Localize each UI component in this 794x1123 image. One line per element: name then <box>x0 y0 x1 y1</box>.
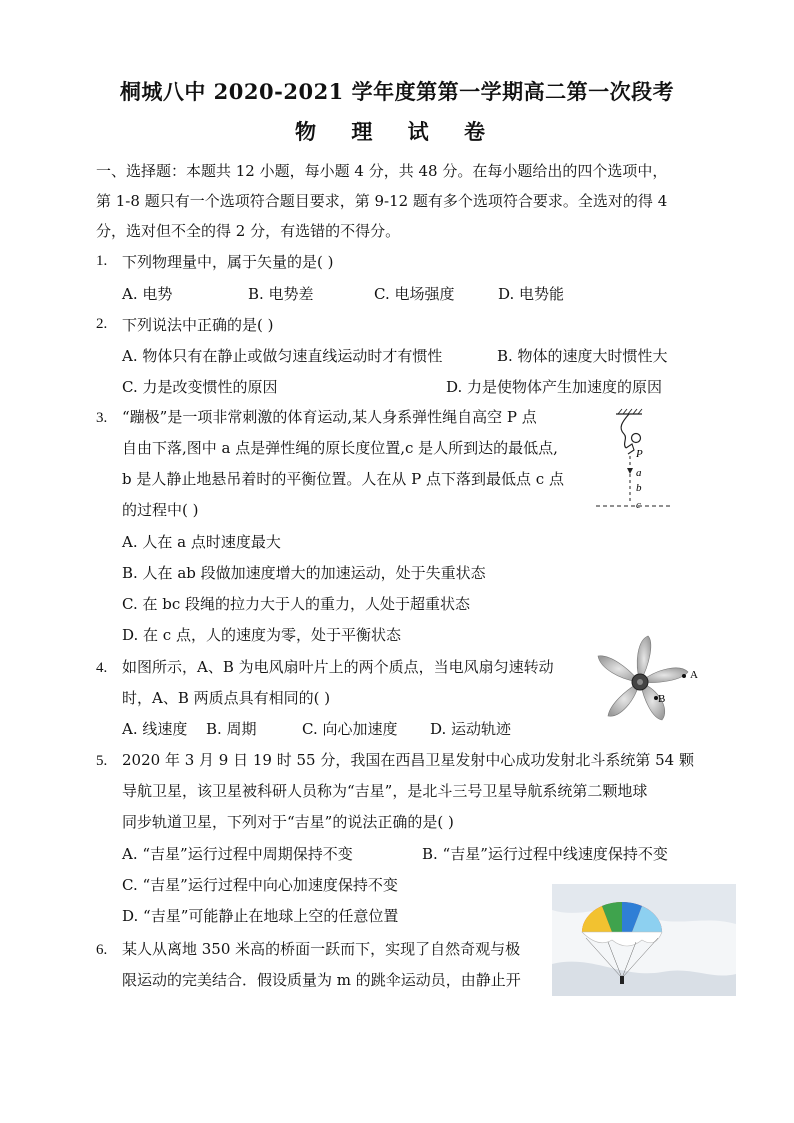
option-b: B. 电势差 <box>248 285 314 303</box>
option-b: B. 物体的速度大时惯性大 <box>497 347 668 365</box>
section-instructions <box>96 156 696 246</box>
option-a: A. 电势 <box>122 285 173 303</box>
point-c-label: c <box>636 499 641 511</box>
point-b-label: b <box>636 482 642 494</box>
point-b-label: B <box>658 693 666 705</box>
option-c: C. 电场强度 <box>374 285 455 303</box>
option-b: B. 人在 ab 段做加速度增大的加速运动，处于失重状态 <box>122 564 486 582</box>
bungee-figure <box>592 408 672 512</box>
question-stem-line-2: 时，A、B 两质点具有相同的( ) <box>122 689 331 707</box>
point-a-label: a <box>636 467 642 479</box>
instruction-line-2: 第 1-8 题只有一个选项符合题目要求，第 9-12 题有多个选项符合要求。全选对的得 4 <box>96 192 668 210</box>
exam-title: 桐城八中 2020-2021 学年度第第一学期高二第一次段考 <box>119 79 675 104</box>
point-a-label: A <box>690 669 698 681</box>
instruction-line-3: 分，选对但不全的得 2 分，有选错的不得分。 <box>96 222 401 240</box>
point-p-label: P <box>636 448 643 460</box>
option-c: C. 力是改变惯性的原因 <box>122 378 278 396</box>
question-number: 2. <box>96 316 108 332</box>
option-c: C. 在 bc 段绳的拉力大于人的重力，人处于超重状态 <box>122 595 471 613</box>
instruction-line-1: 一、选择题：本题共 12 小题，每小题 4 分，共 48 分。在每小题给出的四个选项中， <box>96 162 668 180</box>
option-d: D. 运动轨迹 <box>430 720 512 738</box>
question-stem-line-3: 同步轨道卫星，下列对于“吉星”的说法正确的是( ) <box>122 813 454 831</box>
question-stem-line-1: 某人从离地 350 米高的桥面一跃而下，实现了自然奇观与极 <box>122 940 521 958</box>
option-a: A. “吉星”运行过程中周期保持不变 <box>122 845 353 863</box>
option-b: B. “吉星”运行过程中线速度保持不变 <box>422 845 668 863</box>
question-number: 4. <box>96 660 108 676</box>
question-stem-line-4: 的过程中( ) <box>122 501 199 519</box>
question-number: 3. <box>96 410 108 426</box>
question-number: 1. <box>96 253 108 269</box>
question-stem-line-2: 导航卫星，该卫星被科研人员称为“吉星”，是北斗三号卫星导航系统第二颗地球 <box>122 782 648 800</box>
question-number: 5. <box>96 753 108 769</box>
question-stem: 下列物理量中，属于矢量的是( ) <box>122 253 334 271</box>
option-d: D. “吉星”可能静止在地球上空的任意位置 <box>122 907 399 925</box>
option-c: C. “吉星”运行过程中向心加速度保持不变 <box>122 876 398 894</box>
option-b: B. 周期 <box>206 720 257 738</box>
question-stem-line-2: 限运动的完美结合．假设质量为 m 的跳伞运动员，由静止开 <box>122 971 521 989</box>
exam-subtitle: 物 理 试 卷 <box>295 119 499 144</box>
question-stem-line-2: 自由下落,图中 a 点是弹性绳的原长度位置,c 是人所到达的最低点, <box>122 439 558 457</box>
option-a: A. 线速度 <box>122 720 188 738</box>
option-d: D. 电势能 <box>498 285 565 303</box>
option-a: A. 人在 a 点时速度最大 <box>122 533 281 551</box>
question-stem-line-1: 如图所示，A、B 为电风扇叶片上的两个质点，当电风扇匀速转动 <box>122 658 554 676</box>
parachute-image <box>552 884 736 996</box>
question-stem-line-1: 2020 年 3 月 9 日 19 时 55 分，我国在西昌卫星发射中心成功发射北斗系统第 54 颗 <box>122 751 694 769</box>
option-d: D. 力是使物体产生加速度的原因 <box>446 378 663 396</box>
question-stem-line-1: “蹦极”是一项非常刺激的体育运动,某人身系弹性绳自高空 P 点 <box>122 408 537 426</box>
question-stem: 下列说法中正确的是( ) <box>122 316 274 334</box>
option-c: C. 向心加速度 <box>302 720 398 738</box>
option-d: D. 在 c 点，人的速度为零，处于平衡状态 <box>122 626 401 644</box>
option-a: A. 物体只有在静止或做匀速直线运动时才有惯性 <box>122 347 443 365</box>
question-number: 6. <box>96 942 108 958</box>
fan-figure <box>594 630 706 732</box>
question-stem-line-3: b 是人静止地悬吊着时的平衡位置。人在从 P 点下落到最低点 c 点 <box>122 470 564 488</box>
